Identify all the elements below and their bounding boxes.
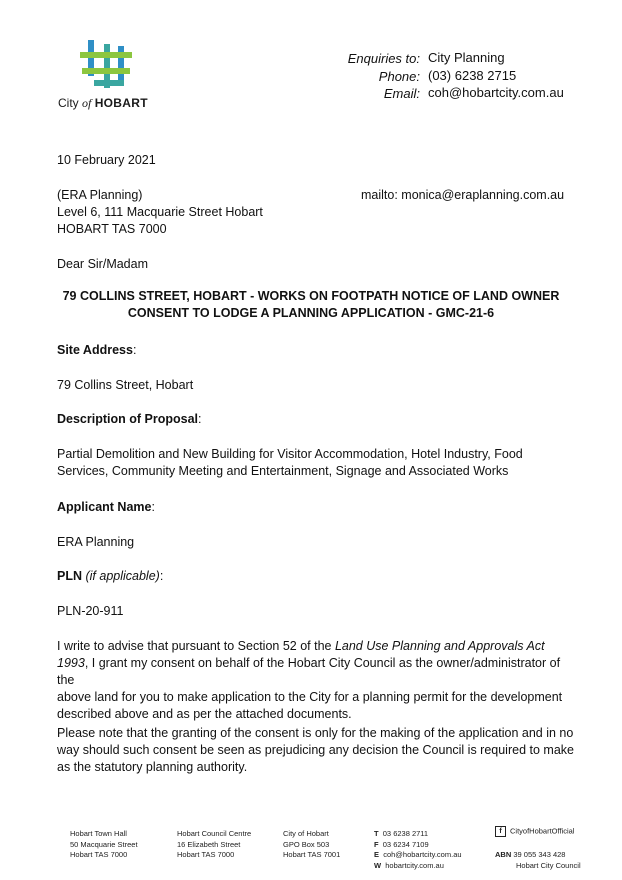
pln-value: PLN-20-911	[57, 604, 124, 618]
site-address-value: 79 Collins Street, Hobart	[57, 378, 194, 392]
footer-contact-key: E	[374, 850, 380, 859]
recipient-city: HOBART TAS 7000	[57, 222, 167, 236]
footer-contact-key: T	[374, 829, 379, 838]
logo-wordmark	[58, 96, 148, 111]
note-line-2: way should such consent be seen as prejudicing any decision the Council is required to make	[57, 743, 574, 757]
applicant-label-row: Applicant Name:	[57, 500, 155, 514]
footer-col3-line: GPO Box 503	[283, 839, 330, 849]
recipient-name: (ERA Planning)	[57, 188, 143, 202]
logo-of: of	[82, 96, 92, 110]
footer-col2-line: Hobart Council Centre	[177, 829, 252, 838]
consent-text-a: I write to advise that pursuant to Section 52 of the	[57, 639, 335, 653]
footer-col1-line: 50 Macquarie Street	[70, 839, 138, 849]
city-of-hobart-logo-icon	[80, 40, 132, 92]
description-line-1: Partial Demolition and New Building for Visitor Accommodation, Hotel Industry, Food	[57, 447, 523, 461]
pln-label: PLN	[57, 569, 82, 583]
salutation: Dear Sir/Madam	[57, 257, 148, 271]
consent-line-3: above land for you to make application to the City for a planning permit for the development	[57, 690, 563, 704]
footer-col2-line: Hobart TAS 7000	[177, 850, 235, 859]
footer-contact-value: coh@hobartcity.com.au	[383, 850, 462, 859]
footer-postal	[283, 829, 340, 861]
footer-web	[374, 861, 462, 872]
footer-council-centre	[177, 829, 251, 861]
abn-value: 39 055 343 428	[513, 850, 566, 859]
recipient-mailto: mailto: monica@eraplanning.com.au	[361, 188, 565, 202]
footer-facebook	[495, 826, 574, 837]
enquiries-to-label: Enquiries to:	[347, 51, 420, 66]
site-address-label: Site Address	[57, 343, 133, 357]
description-label: Description of Proposal	[57, 412, 198, 426]
consent-text-b: , I grant my consent on behalf of the Hobart City Council as the owner/administrator of the	[57, 656, 561, 687]
logo-city: City	[58, 96, 79, 110]
footer-abn	[495, 850, 581, 871]
act-year: 1993	[57, 656, 85, 670]
recipient-street: Level 6, 111 Macquarie Street Hobart	[57, 205, 263, 219]
abn-row	[495, 850, 581, 861]
footer-contact-value: 03 6234 7109	[382, 839, 429, 849]
footer-col3-line: City of Hobart	[283, 829, 329, 838]
applicant-label: Applicant Name	[57, 500, 152, 514]
footer-contact-value: 03 6238 2711	[382, 829, 429, 838]
description-label-row: Description of Proposal:	[57, 412, 202, 426]
pln-note: (if applicable)	[85, 569, 160, 583]
email-value: coh@hobartcity.com.au	[428, 85, 564, 100]
footer-col1-line: Hobart TAS 7000	[70, 850, 128, 859]
pln-label-row: PLN (if applicable):	[57, 569, 164, 583]
logo-hobart: HOBART	[94, 96, 148, 110]
footer-email	[374, 850, 462, 861]
heading-line-1: 79 COLLINS STREET, HOBART - WORKS ON FOOTPATH NOTICE OF LAND OWNER	[62, 289, 560, 303]
footer-fax	[374, 840, 462, 851]
footer-col3-line: Hobart TAS 7001	[283, 850, 341, 859]
email-label: Email:	[383, 86, 420, 101]
phone-label: Phone:	[378, 68, 420, 84]
consent-paragraph	[57, 638, 577, 723]
footer-contact-value: hobartcity.com.au	[385, 860, 444, 870]
facebook-handle: CityofHobartOfficial	[510, 826, 575, 836]
consent-line-1	[57, 638, 577, 655]
consent-line-4: described above and as per the attached documents.	[57, 707, 352, 721]
consent-line-2	[57, 655, 577, 689]
note-line-1: Please note that the granting of the consent is only for the making of the application and in no	[57, 726, 574, 740]
phone-value: (03) 6238 2715	[428, 67, 517, 83]
footer-contact-key: F	[374, 839, 379, 849]
footer-contact-key: W	[374, 860, 382, 870]
description-line-2: Services, Community Meeting and Entertainment, Signage and Associated Works	[57, 464, 509, 478]
footer-contacts	[374, 829, 462, 871]
enquiries-values	[428, 49, 564, 102]
footer-town-hall	[70, 829, 138, 861]
footer-phone	[374, 829, 462, 840]
letter-date: 10 February 2021	[57, 153, 156, 167]
note-paragraph	[57, 725, 577, 776]
site-address-label-row: Site Address:	[57, 343, 137, 357]
recipient-address	[57, 187, 263, 238]
footer-col1-line: Hobart Town Hall	[70, 829, 127, 838]
act-name: Land Use Planning and Approvals Act	[334, 639, 545, 653]
note-line-3: as the statutory planning authority.	[57, 760, 248, 774]
enquiries-labels	[330, 50, 420, 103]
heading-line-2: CONSENT TO LODGE A PLANNING APPLICATION - GMC-21-6	[127, 306, 495, 320]
applicant-value: ERA Planning	[57, 535, 135, 549]
description-value	[57, 446, 523, 480]
footer-col2-line: 16 Elizabeth Street	[177, 839, 241, 849]
council-name: Hobart City Council	[516, 860, 581, 870]
enquiries-to-value: City Planning	[428, 50, 505, 65]
facebook-icon: f	[495, 826, 506, 837]
abn-label: ABN	[495, 850, 512, 859]
letter-heading	[40, 288, 582, 322]
